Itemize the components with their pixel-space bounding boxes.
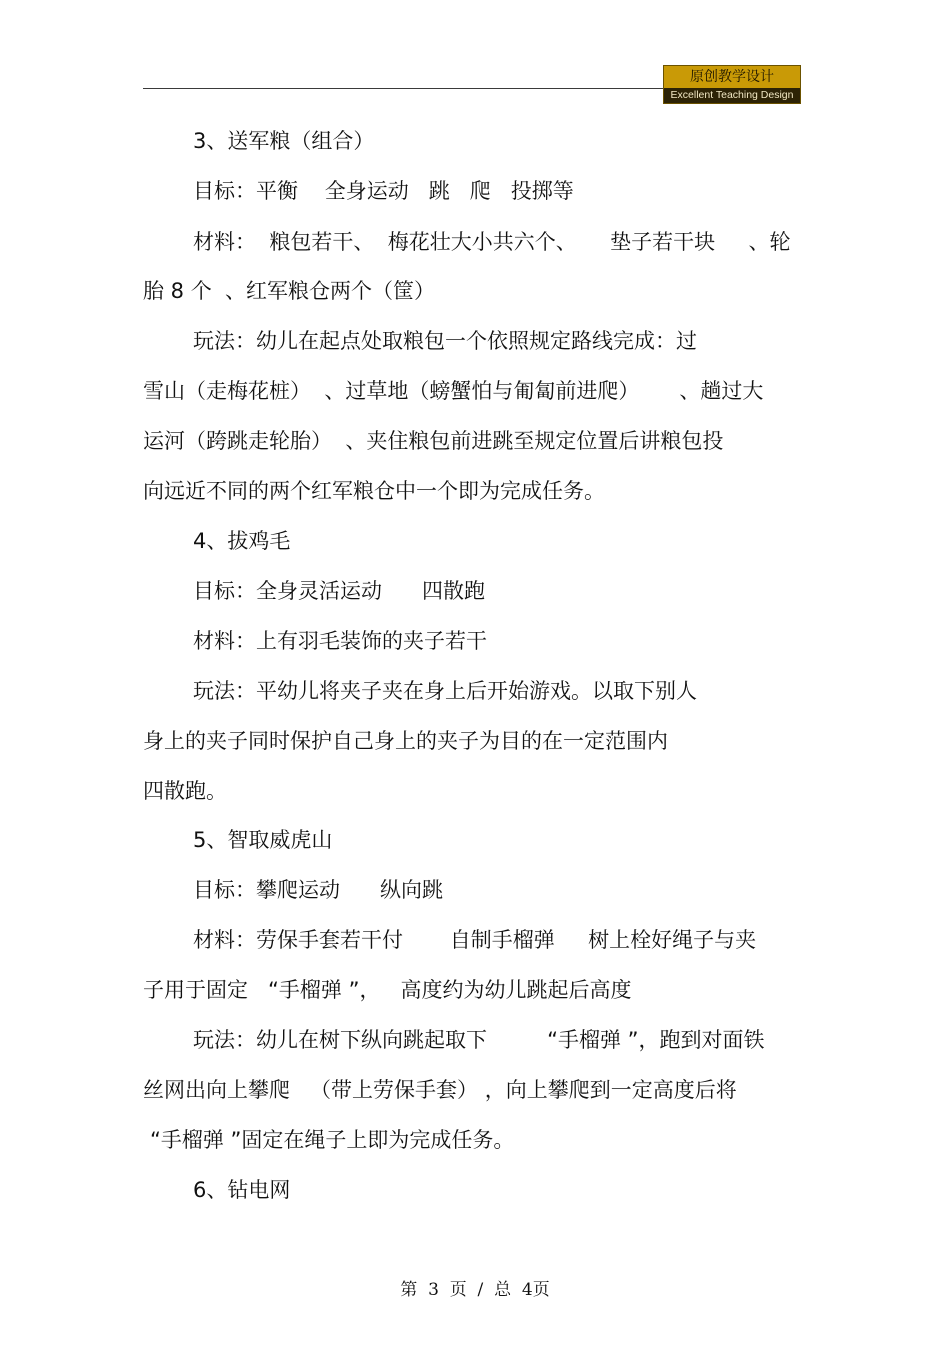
paragraph-line: 四散跑。 [143,779,227,803]
header-rule [143,88,663,89]
badge-title: 原创教学设计 [664,66,800,88]
badge-subtitle: Excellent Teaching Design [664,88,800,103]
paragraph-line: 目标：攀爬运动 纵向跳 [193,878,444,902]
page-number: 第 3 页 / 总 4页 [400,1280,550,1300]
paragraph-line: 胎 8 个 、红军粮仓两个（筐） [143,279,436,303]
paragraph-line: 材料： 粮包若干、 梅花壮大小共六个、 垫子若干块 、轮 [193,230,791,254]
section-heading-3: 3、送军粮（组合） [193,129,375,153]
paragraph-line: 材料：劳保手套若干付 自制手榴弹 树上栓好绳子与夹 [193,928,757,952]
paragraph-line: 玩法：平幼儿将夹子夹在身上后开始游戏。以取下别人 [193,679,697,703]
paragraph-line: 子用于固定 “手榴弹 ”， 高度约为幼儿跳起后高度 [143,978,632,1002]
section-heading-6: 6、钻电网 [193,1178,291,1202]
section-heading-4: 4、拔鸡毛 [193,529,291,553]
section-heading-5: 5、智取威虎山 [193,828,333,852]
paragraph-line: 材料：上有羽毛装饰的夹子若干 [193,629,487,653]
paragraph-line: “手榴弹 ”固定在绳子上即为完成任务。 [150,1128,515,1152]
paragraph-line: 玩法：幼儿在树下纵向跳起取下 “手榴弹 ”，跑到对面铁 [193,1028,765,1052]
paragraph-line: 运河（跨跳走轮胎） 、夹住粮包前进跳至规定位置后讲粮包投 [143,429,724,453]
paragraph-line: 目标：平衡 全身运动 跳 爬 投掷等 [193,179,574,203]
paragraph-line: 身上的夹子同时保护自己身上的夹子为目的在一定范围内 [143,729,668,753]
paragraph-line: 丝网出向上攀爬 （带上劳保手套） ，向上攀爬到一定高度后将 [143,1078,737,1102]
header-badge [663,65,801,104]
paragraph-line: 目标：全身灵活运动 四散跑 [193,579,486,603]
paragraph-line: 雪山（走梅花桩） 、过草地（螃蟹怕与匍匐前进爬） 、趟过大 [143,379,764,403]
paragraph-line: 向远近不同的两个红军粮仓中一个即为完成任务。 [143,479,605,503]
paragraph-line: 玩法：幼儿在起点处取粮包一个依照规定路线完成：过 [193,329,697,353]
